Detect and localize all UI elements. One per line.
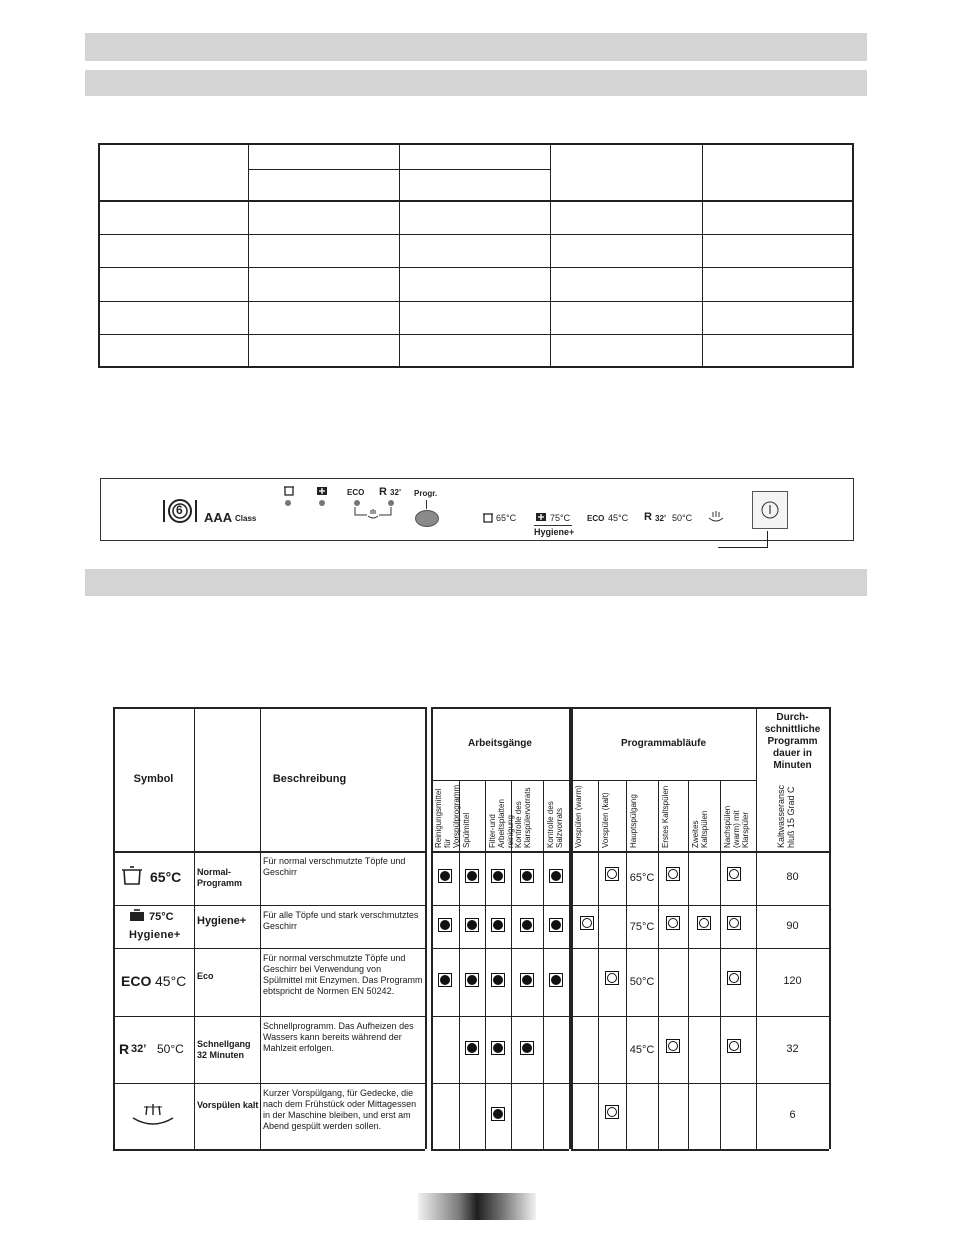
open-marker <box>605 1105 619 1119</box>
row-divider <box>113 1149 425 1151</box>
callout-line <box>718 547 768 548</box>
row-divider <box>113 851 425 853</box>
pot-icon <box>283 485 295 496</box>
filled-marker <box>491 1041 505 1055</box>
table-top-border <box>113 707 425 709</box>
row-divider <box>431 1149 569 1151</box>
header-symbol: Symbol <box>133 773 174 785</box>
row-divider <box>431 905 569 906</box>
row-divider <box>113 905 425 906</box>
quick-temp-label: 50°C <box>672 513 693 523</box>
open-marker <box>605 867 619 881</box>
filled-marker <box>549 869 563 883</box>
header-programmablaeufe: Programmabläufe <box>620 738 707 749</box>
energy-class-label: AAA <box>204 510 233 525</box>
table-top-border <box>571 707 829 709</box>
duration-minutes: 120 <box>783 975 802 987</box>
filled-marker <box>465 918 479 932</box>
main-wash-temp: 50°C <box>629 976 655 988</box>
open-marker <box>727 867 741 881</box>
prewash-icon <box>131 1102 175 1128</box>
symbol-hygiene-label: Hygiene+ <box>129 929 181 941</box>
row-divider <box>113 1016 425 1017</box>
program-button[interactable] <box>415 510 439 527</box>
column-divider <box>626 780 627 1149</box>
column-divider <box>425 707 427 1149</box>
subheader-label: Spülmittel <box>462 812 471 848</box>
table-top-border <box>431 707 571 709</box>
filled-marker <box>465 869 479 883</box>
duration-minutes: 6 <box>789 1109 796 1121</box>
filled-marker <box>520 918 534 932</box>
column-divider <box>543 780 544 1149</box>
row-divider <box>431 1016 569 1017</box>
symbol-temp: 45°C <box>155 973 187 989</box>
indicator-light-eco <box>354 500 360 506</box>
subheader-label: Reinigungsmittel für Vorspülprogramm <box>434 784 461 848</box>
filled-marker <box>465 973 479 987</box>
subheader-label: Vorspülen (warm) <box>574 785 583 848</box>
header-duration-line: Minuten <box>773 760 812 771</box>
prewash-icon <box>707 511 725 523</box>
open-marker <box>697 916 711 930</box>
filled-marker <box>438 973 452 987</box>
subheader-label: Erstes Kaltspülen <box>661 785 670 848</box>
program-button-tick <box>426 500 427 509</box>
column-divider <box>598 780 599 1149</box>
open-marker <box>666 1039 680 1053</box>
subheader-label: Kontrolle des Klarspülervorrats <box>514 787 532 848</box>
program-description: Kurzer Vorspülgang, für Gedecke, die nach dem Frühstück oder Mittagessen in der Maschine bleiben, und erst am Abend gespült werden sollen. <box>263 1088 417 1131</box>
program-name: Eco <box>197 971 214 981</box>
duration-minutes: 90 <box>786 919 799 932</box>
symbol-quick-time: 32’ <box>131 1042 147 1055</box>
row-divider <box>571 851 829 853</box>
subheader-label: Kontrolle des Salzvorrats <box>546 801 564 848</box>
quick-label-top: 32’ <box>390 488 402 497</box>
filled-marker <box>549 973 563 987</box>
filled-marker <box>520 973 534 987</box>
header-duration-line: Durch- <box>776 712 809 723</box>
indicator-light-quick <box>388 500 394 506</box>
hygiene-underline <box>534 525 572 526</box>
open-marker <box>580 916 594 930</box>
row-divider <box>431 948 569 949</box>
on-off-button[interactable] <box>752 491 788 529</box>
row-divider <box>113 1083 425 1084</box>
row-divider <box>571 1016 829 1017</box>
place-settings-number: 6 <box>176 503 183 517</box>
filled-marker <box>491 869 505 883</box>
open-marker <box>666 916 680 930</box>
hygiene-pot-icon-75 <box>535 511 547 522</box>
symbol-temp: 50°C <box>157 1041 184 1056</box>
eco-label: ECO <box>587 514 605 523</box>
hygiene-temp-label: 75°C <box>550 513 571 523</box>
program-description: Für alle Töpfe und stark verschmutztes Geschirr <box>263 910 419 931</box>
open-marker <box>727 1039 741 1053</box>
row-divider <box>431 1083 569 1084</box>
program-name: Vorspülen kalt <box>197 1100 259 1110</box>
control-panel <box>100 478 854 541</box>
quick-time-label: 32’ <box>655 514 667 523</box>
indicator-light-hygiene <box>319 500 325 506</box>
callout-line <box>767 531 768 548</box>
main-wash-temp: 75°C <box>629 920 655 933</box>
filled-marker <box>491 1107 505 1121</box>
page-footer-bar <box>418 1193 536 1220</box>
open-marker <box>605 971 619 985</box>
duration-minutes: 32 <box>786 1042 799 1055</box>
symbol-temp: 65°C <box>150 869 182 885</box>
normal-temp-label: 65°C <box>496 513 517 523</box>
header-duration-line: Programm <box>767 736 818 747</box>
column-divider <box>829 707 831 1149</box>
row-divider <box>571 905 829 906</box>
column-divider <box>658 780 659 1149</box>
duration-minutes: 80 <box>786 871 799 883</box>
subheader-label: Vorspülen (kalt) <box>601 792 610 848</box>
empty-spec-table <box>98 143 854 368</box>
column-divider <box>720 780 721 1149</box>
subheader-label: Nachspülen (warm) mit Klarspüler <box>723 805 750 848</box>
eco-label-top: ECO <box>347 488 365 497</box>
hygiene-pot-icon <box>129 909 145 922</box>
quick-icon: R <box>379 486 387 498</box>
symbol-eco: ECO <box>121 973 152 989</box>
row-divider <box>113 948 425 949</box>
bracket-prewash-icon <box>353 507 393 521</box>
quick-symbol-icon: R <box>119 1040 130 1057</box>
column-divider <box>571 707 573 1149</box>
subheader-label: Kaltwasseransc hluß 15 Grad C <box>776 784 796 848</box>
filled-marker <box>491 918 505 932</box>
header-duration-line: schnittliche <box>764 724 821 735</box>
open-marker <box>666 867 680 881</box>
subheader-divider <box>431 780 569 781</box>
pot-icon-65 <box>482 512 494 523</box>
program-description: Schnellprogramm. Das Aufheizen des Wassers kann bereits während der Mahlzeit erfolgen. <box>263 1021 414 1053</box>
pot-icon <box>121 866 143 886</box>
filled-marker <box>465 1041 479 1055</box>
open-marker <box>727 971 741 985</box>
row-divider <box>571 948 829 949</box>
filled-marker <box>438 869 452 883</box>
main-wash-temp: 45°C <box>629 1043 655 1056</box>
row-divider <box>571 1083 829 1084</box>
symbol-temp: 75°C <box>149 911 174 923</box>
program-table <box>113 707 829 1149</box>
row-divider <box>431 851 569 853</box>
subheader-label: Filter-und Arbeitsplatten reinigung <box>488 799 515 848</box>
power-info-icon <box>760 500 780 520</box>
program-name: Schnellgang 32 Minuten <box>197 1038 251 1060</box>
row-divider <box>571 1149 829 1151</box>
header-arbeitsgaenge: Arbeitsgänge <box>468 738 532 749</box>
main-wash-temp: 65°C <box>629 872 655 884</box>
program-description: Für normal verschmutzte Töpfe und Geschirr bei Verwendung von Spülmittel mit Enzymen. Das Programm ebtspricht de Normen EN 50242. <box>263 953 423 996</box>
header-description: Beschreibung <box>272 773 347 785</box>
program-name: Normal-Programm <box>197 867 243 888</box>
indicator-light-normal <box>285 500 291 506</box>
program-description: Für normal verschmutzte Töpfe und Geschirr <box>263 856 406 877</box>
program-name: Hygiene+ <box>197 914 247 927</box>
column-divider <box>431 707 433 1149</box>
energy-class-suffix: Class <box>235 514 257 523</box>
column-divider <box>485 780 486 1149</box>
filled-marker <box>549 918 563 932</box>
filled-marker <box>491 973 505 987</box>
quick-icon-bottom: R <box>644 511 652 523</box>
section-header-bar <box>85 33 867 61</box>
subheader-label: Hauptspülgang <box>629 794 638 848</box>
section-subheader-bar <box>85 70 867 96</box>
eco-temp-label: 45°C <box>608 513 629 523</box>
filled-marker <box>438 918 452 932</box>
hygiene-pot-icon <box>316 485 328 496</box>
column-divider <box>688 780 689 1149</box>
header-duration-line: dauer in <box>773 748 812 759</box>
section-header-bar-programs <box>85 569 867 596</box>
subheader-label: Zweites Kaltspülen <box>691 810 709 848</box>
filled-marker <box>520 1041 534 1055</box>
hygiene-label: Hygiene+ <box>534 527 575 537</box>
program-button-label: Progr. <box>414 489 438 498</box>
filled-marker <box>520 869 534 883</box>
open-marker <box>727 916 741 930</box>
